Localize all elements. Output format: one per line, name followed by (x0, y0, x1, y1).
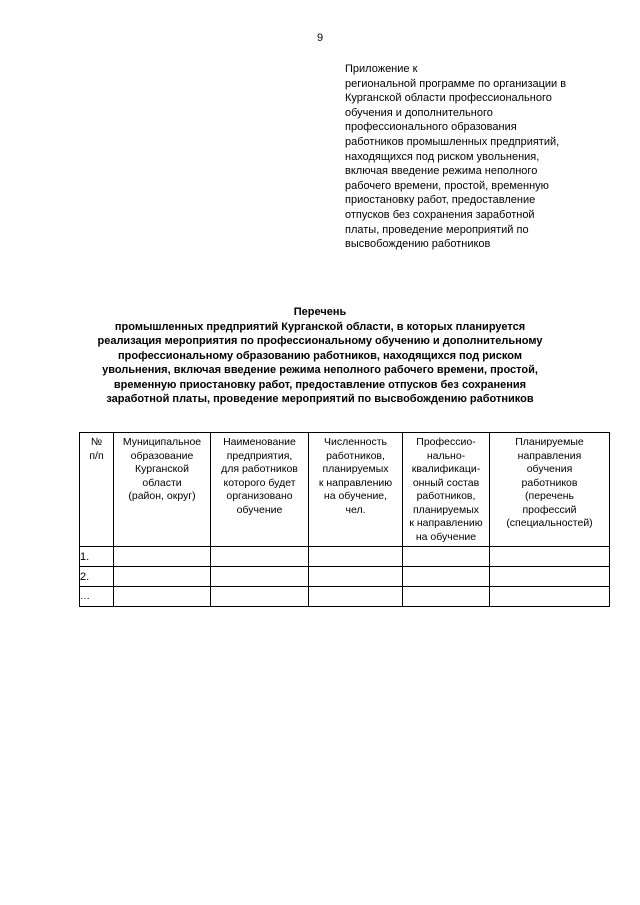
table-cell (309, 567, 403, 587)
title-line: временную приостановку работ, предоставление отпусков без сохранения (113, 378, 527, 391)
title-line: заработной платы, проведение мероприятий по высвобождению работников (106, 393, 534, 405)
appendix-line: высвобождению работников (345, 238, 491, 251)
table-cell (211, 567, 309, 587)
title-line: увольнения, включая введение режима неполного рабочего времени, простой, (102, 364, 538, 376)
appendix-note (345, 62, 625, 252)
table-cell (114, 567, 211, 587)
appendix-line: обучения и дополнительного (345, 106, 493, 119)
table-cell (309, 587, 403, 607)
document-title (20, 305, 620, 407)
enterprise-table (79, 432, 610, 607)
header-worker-count: Численность работников, планируемых к направлению на обучение, чел. (309, 433, 403, 547)
table-row (80, 567, 610, 587)
title-line: промышленных предприятий Курганской области, в которых планируется (114, 320, 526, 333)
appendix-line: платы, проведение мероприятий по (345, 223, 529, 236)
header-enterprise-name: Наименование предприятия, для работников которого будет организовано обучение (211, 433, 309, 547)
row-number: 1. (80, 547, 114, 567)
row-number: 2. (80, 567, 114, 587)
table-cell (211, 587, 309, 607)
table-cell (211, 547, 309, 567)
appendix-line: работников промышленных предприятий, (345, 135, 560, 148)
appendix-line: региональной программе по организации в (345, 77, 567, 90)
title-heading: Перечень (293, 306, 347, 318)
title-line: реализация мероприятия по профессиональному обучению и дополнительному (97, 335, 543, 347)
table-cell (114, 587, 211, 607)
table-cell (490, 547, 610, 567)
title-line: профессиональному образованию работников, находящихся под риском (118, 349, 522, 362)
table-cell (490, 587, 610, 607)
header-training-directions: Планируемые направления обучения работников (перечень профессий (специальностей) (490, 433, 610, 547)
appendix-line: профессионального образования (345, 121, 517, 134)
table-cell (309, 547, 403, 567)
appendix-line: находящихся под риском увольнения, (345, 150, 540, 163)
header-number: № п/п (80, 433, 114, 547)
appendix-line: Курганской области профессионального (345, 92, 552, 105)
table-header-row (80, 433, 610, 547)
header-municipality: Муниципальное образование Курганской области (район, округ) (114, 433, 211, 547)
appendix-line: рабочего времени, простой, временную (345, 179, 549, 192)
row-number: … (80, 587, 114, 607)
page-number: 9 (316, 32, 324, 44)
table-row (80, 587, 610, 607)
appendix-line: приостановку работ, предоставление (345, 194, 536, 207)
appendix-line: включая введение режима неполного (345, 165, 538, 178)
header-qualification: Профессио- нально- квалификаци- онный состав работников, планируемых к направлению на обучение (403, 433, 490, 547)
table-cell (490, 567, 610, 587)
table-cell (403, 547, 490, 567)
appendix-line: отпусков без сохранения заработной (345, 208, 535, 221)
appendix-line: Приложение к (345, 63, 418, 75)
table-row (80, 547, 610, 567)
table-cell (114, 547, 211, 567)
table-cell (403, 567, 490, 587)
table-cell (403, 587, 490, 607)
